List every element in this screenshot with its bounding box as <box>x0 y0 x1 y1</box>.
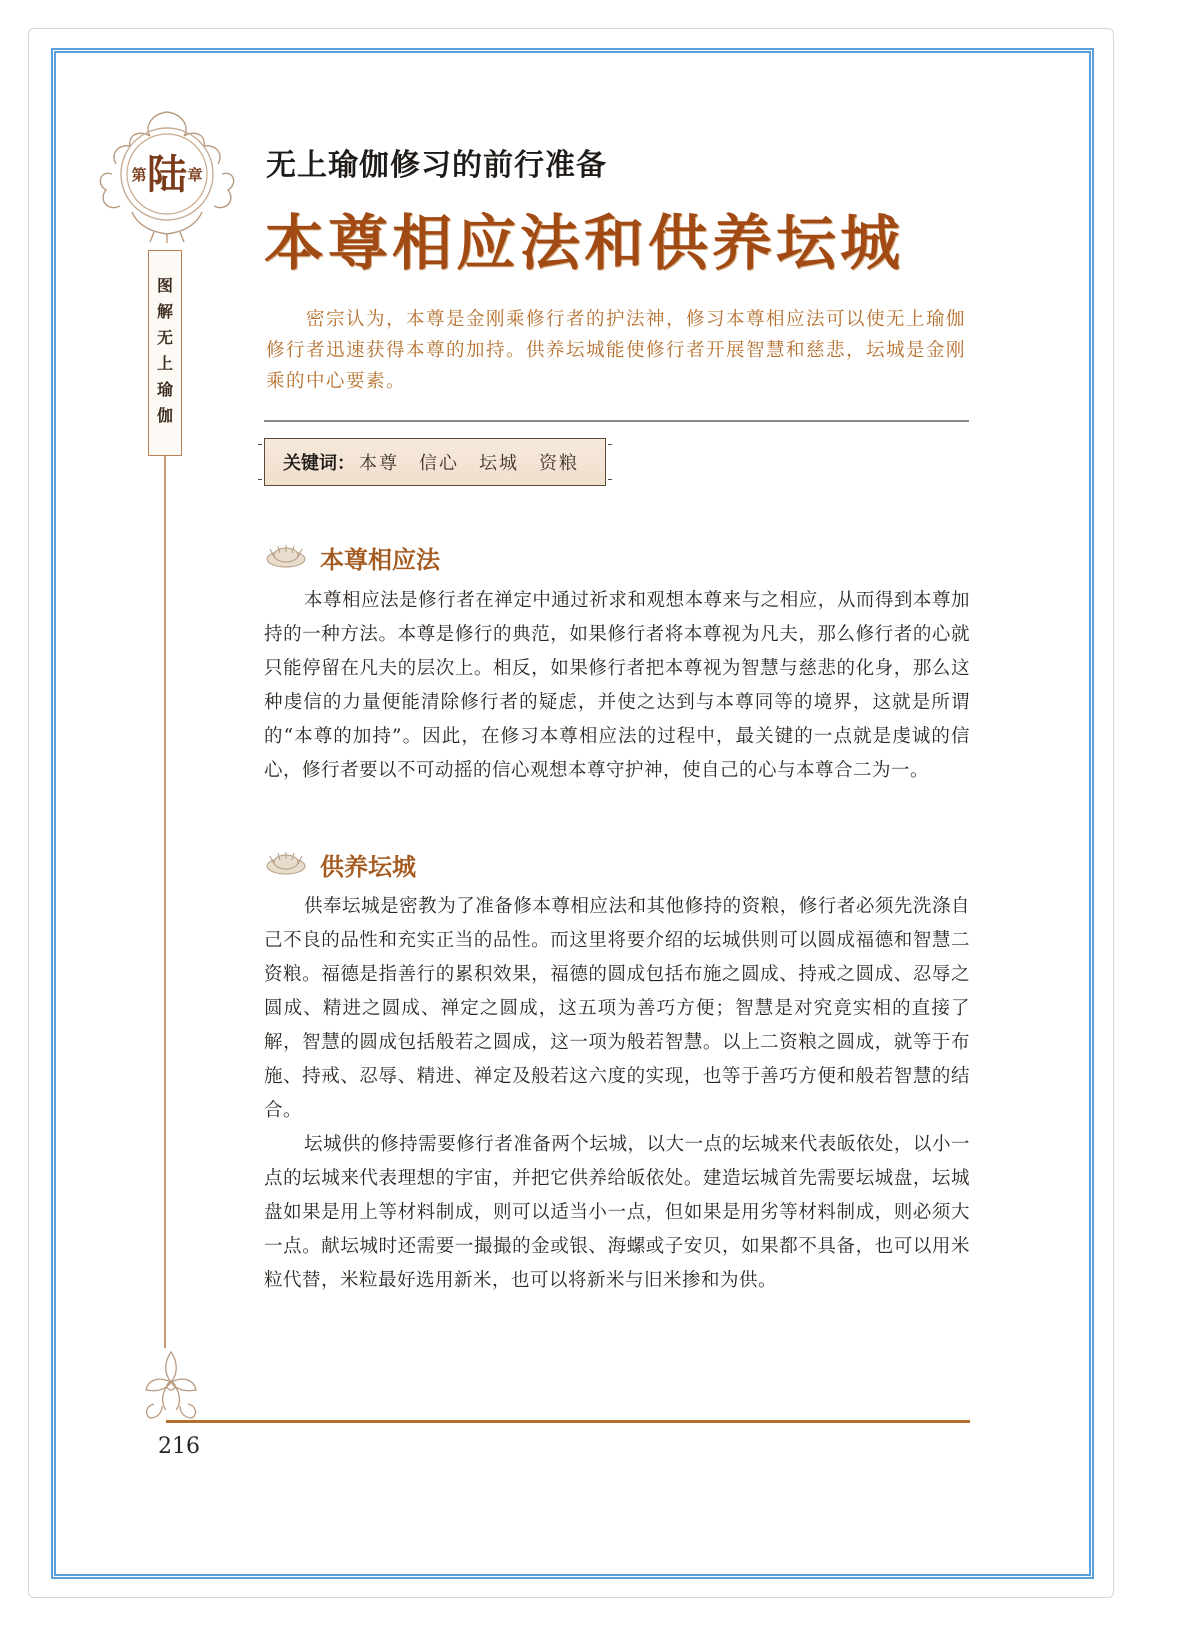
keyword-item: 本尊 <box>359 453 399 474</box>
keyword-item: 信心 <box>419 453 459 474</box>
chapter-seal <box>92 104 242 244</box>
lotus-ornament-icon <box>136 1346 206 1424</box>
footer-rule <box>166 1420 970 1423</box>
keywords-box <box>264 438 606 486</box>
intro-divider <box>264 420 969 422</box>
keyword-item: 坛城 <box>479 453 519 474</box>
chapter-subtitle: 无上瑜伽修习的前行准备 <box>266 148 607 183</box>
section-paragraph: 坛城供的修持需要修行者准备两个坛城，以大一点的坛城来代表皈依处，以小一点的坛城来代表理想的宇宙，并把它供养给皈依处。建造坛城首先需要坛城盘，坛城盘如果是用上等材料制成，则可以适当小一点，但如果是用劣等材料制成，则必须大一点。献坛城时还需要一撮撮的金或银、海螺或子安贝，如果都不具备，也可以用米粒代替，米粒最好选用新米，也可以将新米与旧米掺和为供。 <box>264 1134 970 1291</box>
section-flower-icon <box>264 850 308 878</box>
section-paragraph: 供奉坛城是密教为了准备修本尊相应法和其他修持的资粮，修行者必须先洗涤自己不良的品性和充实正当的品性。而这里将要介绍的坛城供则可以圆成福德和智慧二资粮。福德是指善行的累积效果，福德的圆成包括布施之圆成、持戒之圆成、忍辱之圆成、精进之圆成、禅定之圆成，这五项为善巧方便；智慧是对究竟实相的直接了解，智慧的圆成包括般若之圆成，这一项为般若智慧。以上二资粮之圆成，就等于布施、持戒、忍辱、精进、禅定及般若这六度的实现，也等于善巧方便和般若智慧的结合。 <box>264 896 970 1121</box>
keyword-item: 资粮 <box>539 453 579 474</box>
side-label-char: 伽 <box>156 406 173 425</box>
side-label-char: 无 <box>156 328 173 347</box>
section-heading-tancheng <box>264 847 416 881</box>
keywords-label: 关键词： <box>283 453 355 474</box>
chapter-suffix: 章 <box>187 166 203 184</box>
section-flower-icon <box>264 543 308 571</box>
intro-paragraph: 密宗认为，本尊是金刚乘修行者的护法神，修习本尊相应法可以使无上瑜伽修行者迅速获得本尊的加持。供养坛城能使修行者开展智慧和慈悲，坛城是金刚乘的中心要素。 <box>266 309 967 392</box>
section-paragraph: 本尊相应法是修行者在禅定中通过祈求和观想本尊来与之相应，从而得到本尊加持的一种方法。本尊是修行的典范，如果修行者将本尊视为凡夫，那么修行者的心就只能停留在凡夫的层次上。相反，如果修行者把本尊视为智慧与慈悲的化身，那么这种虔信的力量便能清除修行者的疑虑，并使之达到与本尊同等的境界，这就是所谓的“本尊的加持”。因此，在修习本尊相应法的过程中，最关键的一点就是虔诚的信心，修行者要以不可动摇的信心观想本尊守护神，使自己的心与本尊合二为一。 <box>264 590 970 781</box>
chapter-prefix: 第 <box>131 166 147 184</box>
page-number: 216 <box>158 1434 200 1459</box>
section-title: 本尊相应法 <box>320 545 440 574</box>
side-label-char: 瑜 <box>156 380 173 399</box>
page-title: 本尊相应法和供养坛城 <box>264 209 904 279</box>
side-label-char: 图 <box>156 276 173 295</box>
side-series-label <box>148 250 182 456</box>
section-title: 供养坛城 <box>320 852 416 881</box>
side-divider-line <box>164 456 166 1348</box>
chapter-numeral: 陆 <box>147 151 187 198</box>
section-heading-benzun <box>264 540 440 574</box>
side-label-char: 解 <box>156 302 173 321</box>
side-label-char: 上 <box>156 354 173 373</box>
